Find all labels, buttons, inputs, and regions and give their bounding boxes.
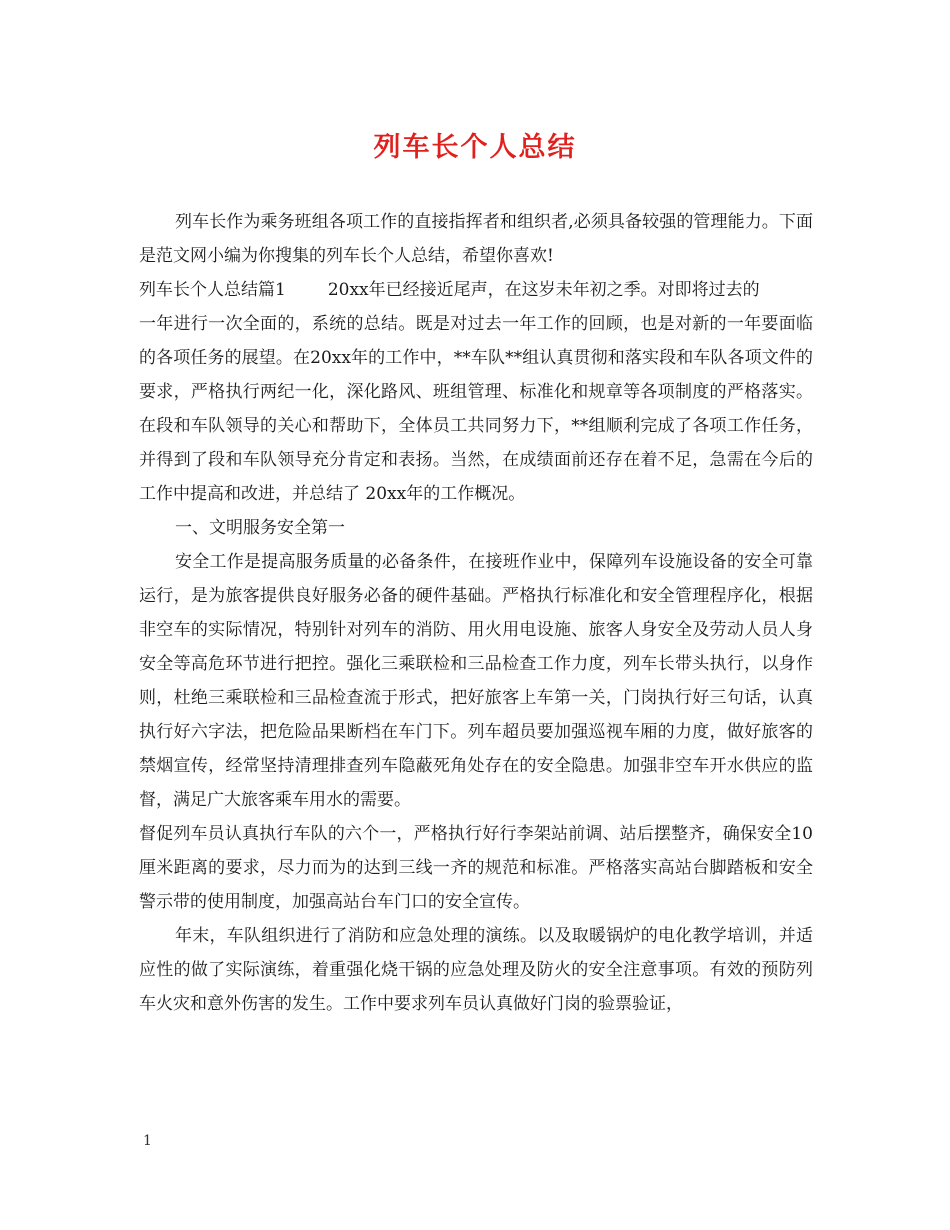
safety-paragraph: 安全工作是提高服务质量的必备条件，在接班作业中，保障列车设施设备的安全可靠运行，是为旅客提供良好服务必备的硬件基础。严格执行标准化和安全管理程序化，根据非空车的实际情况，特别针对列车的消防、用火用电设施、旅客人身安全及劳动人员人身安全等高危环节进行把控。强化三乘联检和三品检查工作力度，列车长带头执行，以身作则，杜绝三乘联检和三品检查流于形式，把好旅客上车第一关，门岗执行好三句话，认真执行好六字法，把危险品果断档在车门下。列车超员要加强巡视车厢的力度，做好旅客的禁烟宣传，经常坚持清理排查列车隐蔽死角处存在的安全隐患。加强非空车开水供应的监督，满足广大旅客乘车用水的需要。 bbox=[139, 552, 813, 810]
document-title: 列车长个人总结 bbox=[373, 132, 577, 163]
intro-paragraph: 列车长作为乘务班组各项工作的直接指挥者和组织者,必须具备较强的管理能力。下面是范文网小编为你搜集的列车长个人总结，希望你喜欢! bbox=[139, 212, 813, 266]
supervision-paragraph: 督促列车员认真执行车队的六个一，严格执行好行李架站前调、站后摆整齐，确保安全10厘米距离的要求，尽力而为的达到三线一齐的规范和标准。严格落实高站台脚踏板和安全警示带的使用制度，加强高站台车门口的安全宣传。 bbox=[139, 824, 813, 912]
section-heading: 一、文明服务安全第一 bbox=[175, 518, 345, 538]
document-body bbox=[139, 205, 813, 1021]
page-number: 1 bbox=[143, 1133, 152, 1149]
piece-label: 列车长个人总结篇1 bbox=[139, 280, 286, 300]
piece-first-line: 20xx年已经接近尾声，在这岁未年初之季。对即将过去的 bbox=[327, 280, 760, 300]
summary-paragraph: 一年进行一次全面的，系统的总结。既是对过去一年工作的回顾，也是对新的一年要面临的各项任务的展望。在20xx年的工作中，**车队**组认真贯彻和落实段和车队各项文件的要求，严格执行两纪一化，深化路风、班组管理、标准化和规章等各项制度的严格落实。在段和车队领导的关心和帮助下，全体员工共同努力下，**组顺利完成了各项工作任务，并得到了段和车队领导充分肯定和表扬。当然，在成绩面前还存在着不足，急需在今后的工作中提高和改进，并总结了 20xx年的工作概况。 bbox=[139, 314, 813, 504]
drill-paragraph: 年末，车队组织进行了消防和应急处理的演练。以及取暖锅炉的电化教学培训，并适应性的做了实际演练，着重强化烧干锅的应急处理及防火的安全注意事项。有效的预防列车火灾和意外伤害的发生。工作中要求列车员认真做好门岗的验票验证， bbox=[139, 926, 813, 1014]
piece-heading-line bbox=[139, 273, 813, 307]
